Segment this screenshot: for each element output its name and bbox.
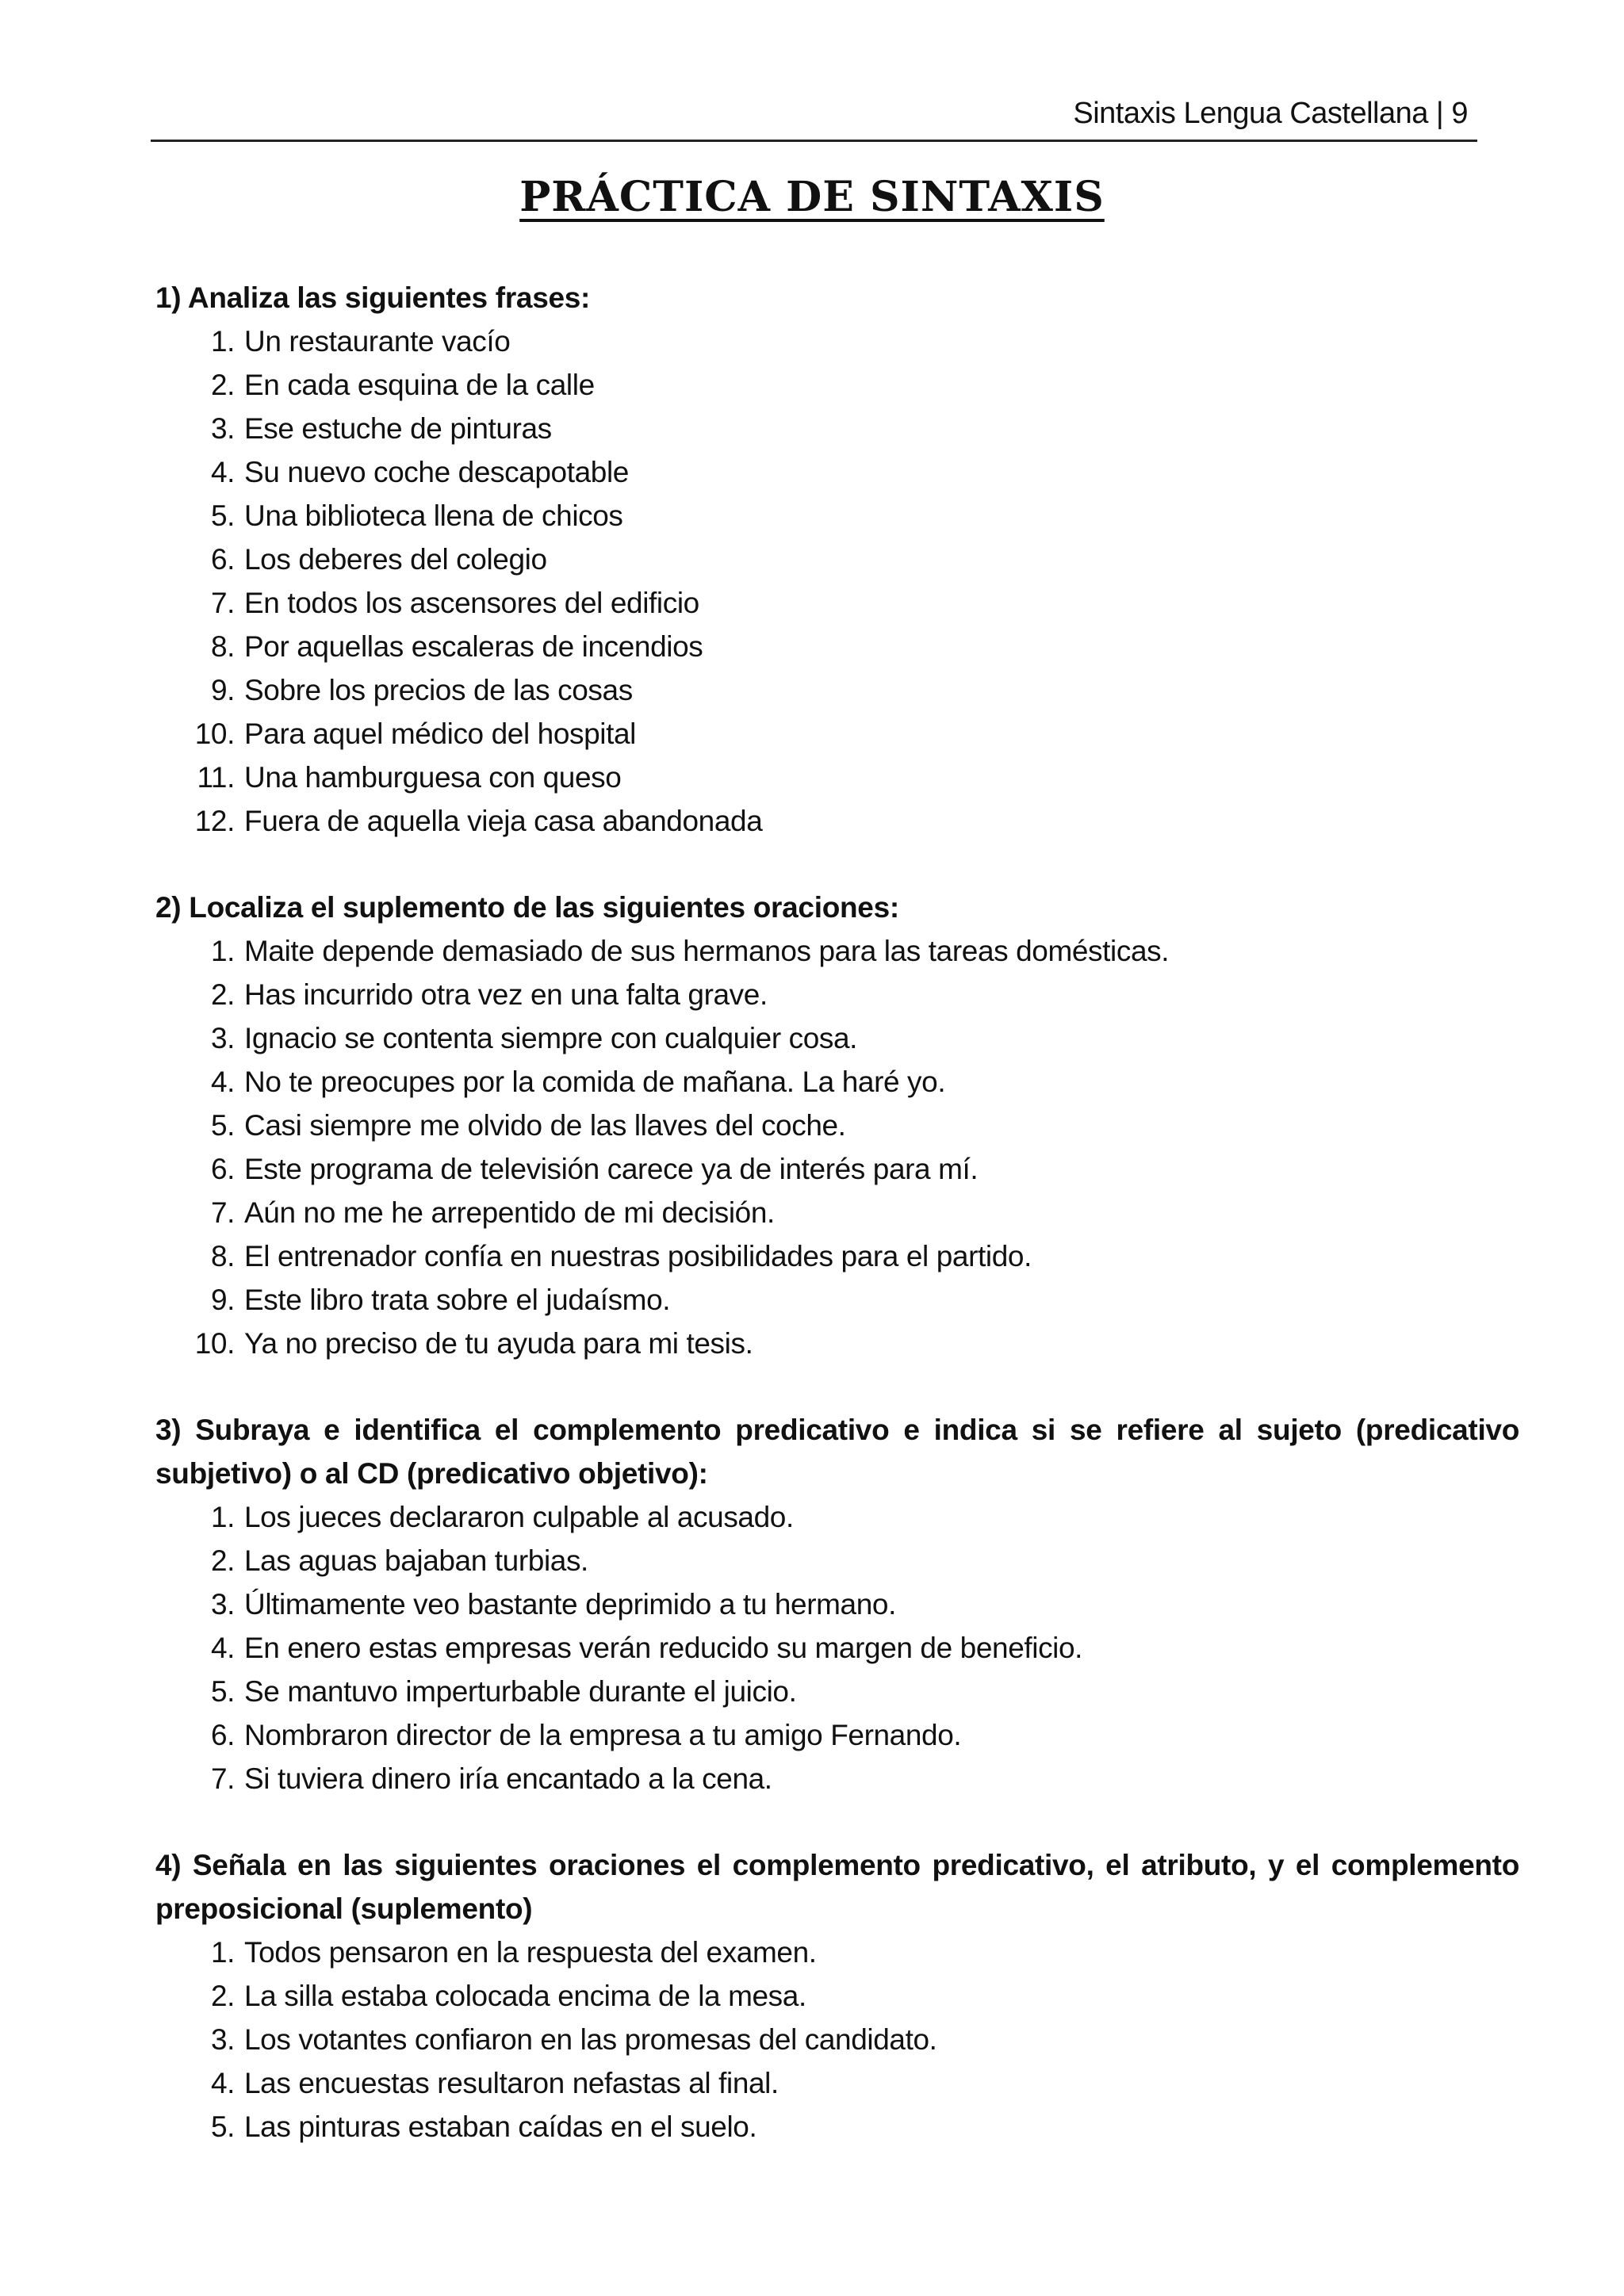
item-text: Los deberes del colegio bbox=[244, 543, 547, 576]
list-item bbox=[155, 1016, 1519, 1060]
exercise-1 bbox=[155, 276, 1519, 843]
item-number: 2. bbox=[210, 369, 235, 401]
item-number: 6. bbox=[210, 1153, 235, 1185]
item-text: Maite depende demasiado de sus hermanos para las tareas domésticas. bbox=[244, 935, 1170, 967]
exercise-2 bbox=[155, 886, 1519, 1365]
item-number: 3. bbox=[210, 1588, 235, 1621]
item-number: 7. bbox=[210, 1196, 235, 1229]
list-item bbox=[155, 1539, 1519, 1582]
list-item bbox=[155, 1191, 1519, 1234]
list-item bbox=[155, 973, 1519, 1016]
list-item bbox=[155, 1060, 1519, 1104]
list-item bbox=[155, 320, 1519, 363]
item-text: En enero estas empresas verán reducido su margen de beneficio. bbox=[244, 1632, 1083, 1664]
item-number: 8. bbox=[210, 630, 235, 663]
list-item bbox=[155, 2061, 1519, 2105]
exercise-item-list bbox=[155, 1931, 1519, 2149]
list-item bbox=[155, 756, 1519, 799]
list-item bbox=[155, 668, 1519, 712]
item-text: Se mantuvo imperturbable durante el juicio. bbox=[244, 1675, 797, 1708]
item-number: 2. bbox=[210, 1980, 235, 2012]
item-number: 6. bbox=[210, 1719, 235, 1751]
exercise-instruction: 3) Subraya e identifica el complemento predicativo e indica si se refiere al sujeto (predicativo subjetivo) o al CD (predicativo objetivo): bbox=[155, 1414, 1519, 1490]
list-item bbox=[155, 929, 1519, 973]
list-item bbox=[155, 581, 1519, 625]
exercise-instruction: 4) Señala en las siguientes oraciones el complemento predicativo, el atributo, y el complemento preposicional (suplemento) bbox=[155, 1849, 1519, 1925]
item-text: Sobre los precios de las cosas bbox=[244, 674, 633, 706]
item-number: 3. bbox=[210, 412, 235, 445]
item-number: 1. bbox=[210, 935, 235, 967]
item-text: Los votantes confiaron en las promesas del candidato. bbox=[244, 2023, 937, 2056]
item-text: El entrenador confía en nuestras posibilidades para el partido. bbox=[244, 1240, 1032, 1272]
item-number: 6. bbox=[210, 543, 235, 576]
list-item bbox=[155, 799, 1519, 843]
item-text: Ignacio se contenta siempre con cualquier cosa. bbox=[244, 1022, 858, 1054]
item-number: 7. bbox=[210, 587, 235, 619]
item-text: Una hamburguesa con queso bbox=[244, 761, 622, 794]
list-item bbox=[155, 625, 1519, 668]
item-text: Todos pensaron en la respuesta del examen. bbox=[244, 1936, 817, 1969]
exercise-3 bbox=[155, 1408, 1519, 1800]
item-text: Este programa de televisión carece ya de interés para mí. bbox=[244, 1153, 979, 1185]
item-number: 7. bbox=[210, 1762, 235, 1795]
item-number: 4. bbox=[210, 2067, 235, 2099]
list-item bbox=[155, 1322, 1519, 1365]
item-number: 2. bbox=[210, 1544, 235, 1577]
list-item bbox=[155, 1757, 1519, 1800]
item-number: 8. bbox=[210, 1240, 235, 1272]
item-number: 2. bbox=[210, 978, 235, 1011]
item-number: 9. bbox=[210, 1284, 235, 1316]
list-item bbox=[155, 538, 1519, 581]
item-text: Casi siempre me olvido de las llaves del coche. bbox=[244, 1109, 846, 1142]
list-item bbox=[155, 1582, 1519, 1626]
list-item bbox=[155, 450, 1519, 494]
exercise-item-list bbox=[155, 1495, 1519, 1800]
list-item bbox=[155, 1974, 1519, 2018]
item-text: Fuera de aquella vieja casa abandonada bbox=[244, 805, 763, 837]
item-text: Las aguas bajaban turbias. bbox=[244, 1544, 588, 1577]
item-number: 1. bbox=[210, 1501, 235, 1533]
list-item bbox=[155, 1626, 1519, 1670]
item-number: 11. bbox=[197, 761, 235, 794]
item-text: Un restaurante vacío bbox=[244, 325, 511, 358]
item-number: 4. bbox=[210, 1066, 235, 1098]
list-item bbox=[155, 2105, 1519, 2149]
list-item bbox=[155, 1670, 1519, 1713]
list-item bbox=[155, 1495, 1519, 1539]
item-text: Ese estuche de pinturas bbox=[244, 412, 552, 445]
list-item bbox=[155, 1104, 1519, 1147]
item-text: Su nuevo coche descapotable bbox=[244, 456, 629, 488]
item-number: 10. bbox=[194, 718, 235, 750]
item-text: La silla estaba colocada encima de la mesa. bbox=[244, 1980, 806, 2012]
item-number: 3. bbox=[210, 1022, 235, 1054]
list-item bbox=[155, 1713, 1519, 1757]
list-item bbox=[155, 1147, 1519, 1191]
page-header bbox=[151, 94, 1477, 142]
item-number: 5. bbox=[210, 1675, 235, 1708]
item-text: Una biblioteca llena de chicos bbox=[244, 499, 623, 532]
item-text: Los jueces declararon culpable al acusado. bbox=[244, 1501, 794, 1533]
item-text: Últimamente veo bastante deprimido a tu hermano. bbox=[244, 1588, 896, 1621]
item-number: 10. bbox=[194, 1327, 235, 1360]
item-text: Las encuestas resultaron nefastas al final. bbox=[244, 2067, 779, 2099]
item-text: En todos los ascensores del edificio bbox=[244, 587, 699, 619]
item-number: 9. bbox=[210, 674, 235, 706]
item-number: 5. bbox=[210, 2110, 235, 2143]
exercise-item-list bbox=[155, 320, 1519, 843]
list-item bbox=[155, 1278, 1519, 1322]
exercise-instruction: 2) Localiza el suplemento de las siguientes oraciones: bbox=[155, 891, 899, 924]
exercise-4 bbox=[155, 1843, 1519, 2149]
list-item bbox=[155, 2018, 1519, 2061]
item-text: Ya no preciso de tu ayuda para mi tesis. bbox=[244, 1327, 753, 1360]
item-text: Este libro trata sobre el judaísmo. bbox=[244, 1284, 671, 1316]
list-item bbox=[155, 494, 1519, 538]
item-number: 3. bbox=[210, 2023, 235, 2056]
item-text: Por aquellas escaleras de incendios bbox=[244, 630, 703, 663]
item-number: 4. bbox=[210, 456, 235, 488]
item-number: 12. bbox=[194, 805, 235, 837]
item-text: No te preocupes por la comida de mañana. La haré yo. bbox=[244, 1066, 946, 1098]
item-number: 5. bbox=[210, 1109, 235, 1142]
item-number: 1. bbox=[210, 325, 235, 358]
item-number: 4. bbox=[210, 1632, 235, 1664]
page-title: PRÁCTICA DE SINTAXIS bbox=[519, 173, 1105, 221]
list-item bbox=[155, 1931, 1519, 1974]
item-text: Si tuviera dinero iría encantado a la cena. bbox=[244, 1762, 772, 1795]
item-text: Nombraron director de la empresa a tu amigo Fernando. bbox=[244, 1719, 962, 1751]
item-number: 5. bbox=[210, 499, 235, 532]
exercise-item-list bbox=[155, 929, 1519, 1365]
item-text: Las pinturas estaban caídas en el suelo. bbox=[244, 2110, 757, 2143]
list-item bbox=[155, 407, 1519, 450]
item-text: Para aquel médico del hospital bbox=[244, 718, 636, 750]
exercises-container bbox=[155, 276, 1519, 2191]
list-item bbox=[155, 1234, 1519, 1278]
item-text: Aún no me he arrepentido de mi decisión. bbox=[244, 1196, 775, 1229]
item-text: En cada esquina de la calle bbox=[244, 369, 595, 401]
item-text: Has incurrido otra vez en una falta grave. bbox=[244, 978, 768, 1011]
item-number: 1. bbox=[210, 1936, 235, 1969]
list-item bbox=[155, 712, 1519, 756]
header-text: Sintaxis Lengua Castellana | 9 bbox=[1073, 97, 1468, 130]
exercise-instruction: 1) Analiza las siguientes frases: bbox=[155, 281, 591, 314]
list-item bbox=[155, 363, 1519, 407]
